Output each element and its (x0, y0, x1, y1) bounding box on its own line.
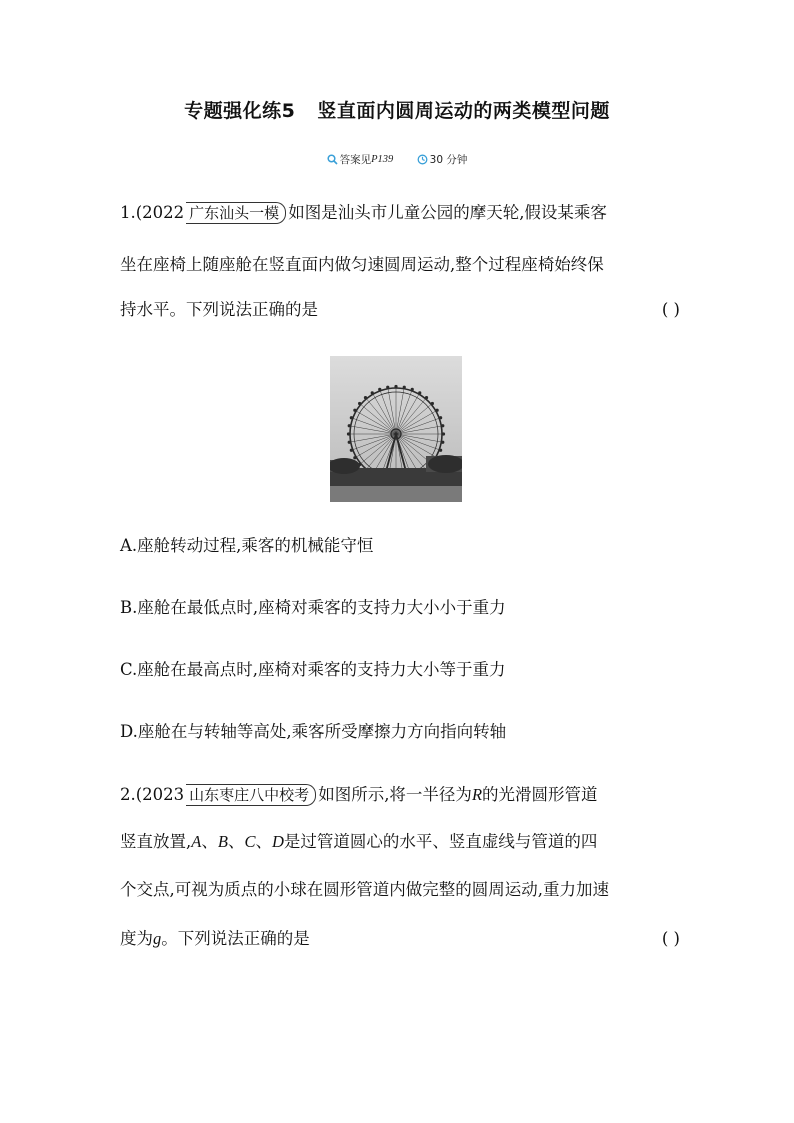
answer-ref[interactable] (327, 152, 394, 167)
q2-line1-text-a: 如图所示,将一半径为 (318, 785, 472, 804)
q1-source: 广东汕头一模 (186, 202, 286, 224)
wheel-cabin (436, 409, 439, 412)
wheel-cabin (418, 391, 421, 394)
clock-icon (417, 154, 428, 165)
q2-var-b: B (217, 832, 228, 851)
ferris-wheel-image (330, 356, 462, 502)
q1-line1-text: 如图是汕头市儿童公园的摩天轮,假设某乘客 (288, 203, 607, 222)
q2-line2-text-a: 竖直放置, (120, 832, 192, 851)
wheel-cabin (439, 449, 442, 452)
answer-label: 答案见 (339, 154, 372, 166)
q2-var-r: R (471, 785, 483, 804)
q1-option-a[interactable]: A.座舱转动过程,乘客的机械能守恒 (120, 536, 374, 555)
title-part2: 竖直面内圆周运动的两类模型问题 (317, 100, 610, 122)
q1-number: 1.(2022 (120, 203, 185, 222)
wheel-cabin (441, 424, 444, 427)
q1-option-c[interactable]: C.座舱在最高点时,座椅对乘客的支持力大小等于重力 (120, 660, 506, 679)
wheel-cabin (394, 385, 397, 388)
page-title (0, 96, 794, 123)
q1-answer-bracket[interactable]: ( ) (661, 300, 680, 319)
q2-line3: 个交点,可视为质点的小球在圆形管道内做完整的圆周运动,重力加速 (120, 880, 609, 899)
q2-var-d: D (271, 832, 284, 851)
wheel-cabin (353, 409, 356, 412)
q2-var-g: g (153, 929, 162, 948)
wheel-cabin (442, 432, 445, 435)
q2-sep2: 、 (227, 832, 245, 851)
title-part1: 专题强化练5 (184, 100, 296, 122)
wheel-cabin (439, 416, 442, 419)
wheel-cabin (347, 432, 350, 435)
q1-option-d[interactable]: D.座舱在与转轴等高处,乘客所受摩擦力方向指向转轴 (120, 722, 507, 741)
wheel-cabin (441, 441, 444, 444)
q2-line4-text-b: 。下列说法正确的是 (161, 929, 310, 948)
wheel-cabin (403, 386, 406, 389)
search-icon (327, 154, 338, 165)
wheel-cabin (386, 386, 389, 389)
q1-line3-text: 持水平。下列说法正确的是 (120, 300, 318, 319)
answer-page: P139 (371, 154, 394, 165)
ferris-wheel-photo (330, 356, 462, 502)
q2-var-c: C (244, 832, 256, 851)
q2-sep1: 、 (201, 832, 218, 851)
wheel-cabin (353, 456, 356, 459)
wheel-cabin (378, 388, 381, 391)
q2-line4-text (120, 928, 310, 950)
q1-line2: 坐在座椅上随座舱在竖直面内做匀速圆周运动,整个过程座椅始终保 (120, 255, 604, 274)
wheel-cabin (431, 402, 434, 405)
q2-line1 (120, 784, 680, 806)
q2-line4-text-a: 度为 (120, 929, 153, 948)
q2-line2-text-b: 是过管道圆心的水平、竖直虚线与管道的四 (283, 832, 598, 851)
q1-line3 (120, 299, 680, 321)
q2-line2 (120, 831, 680, 853)
q1-line1 (120, 202, 680, 224)
meta-row (0, 152, 794, 168)
wheel-cabin (348, 424, 351, 427)
wheel-cabin (348, 441, 351, 444)
wheel-cabin (411, 388, 414, 391)
q2-line1-text-b: 的光滑圆形管道 (482, 785, 598, 804)
wheel-cabin (364, 396, 367, 399)
q1-option-b[interactable]: B.座舱在最低点时,座椅对乘客的支持力大小小于重力 (120, 598, 506, 617)
wheel-cabin (350, 449, 353, 452)
wheel-cabin (425, 396, 428, 399)
q2-number: 2.(2023 (120, 785, 185, 804)
time-estimate (417, 152, 468, 167)
wheel-cabin (350, 416, 353, 419)
q2-source: 山东枣庄八中校考 (186, 784, 316, 806)
q2-answer-bracket[interactable]: ( ) (661, 929, 680, 948)
time-label: 30 分钟 (429, 154, 468, 166)
wheel-cabin (358, 402, 361, 405)
q2-line4 (120, 928, 680, 950)
q2-var-a: A (191, 832, 202, 851)
q2-sep3: 、 (255, 832, 272, 851)
wheel-cabin (371, 391, 374, 394)
